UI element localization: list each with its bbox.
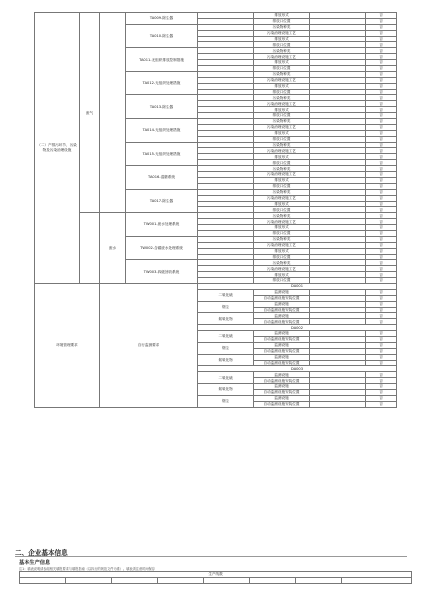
row-label: 排放口位置 (254, 160, 310, 166)
value-cell: 否 (366, 183, 397, 189)
row-label: 污染治理设施工艺 (254, 77, 310, 83)
value-cell: 否 (366, 242, 397, 248)
value-cell: 否 (366, 230, 397, 236)
value-cell: 否 (366, 130, 397, 136)
value-cell: 否 (366, 307, 397, 313)
row-label: 污染治理设施工艺 (254, 172, 310, 178)
row-label: 污染物种类 (254, 24, 310, 30)
pollution-source-table (34, 12, 397, 408)
pollutant-name: 氮氧化物 (198, 313, 254, 325)
value-cell: 否 (366, 260, 397, 266)
table-cell (310, 401, 366, 407)
row-label: 自动监测设施安装位置 (254, 295, 310, 301)
row-label: 污染物种类 (254, 166, 310, 172)
row-label: 排放口位置 (254, 66, 310, 72)
row-label: 自动监测设施安装位置 (254, 378, 310, 384)
row-label: 自动监测设施安装位置 (254, 319, 310, 325)
value-cell: 否 (366, 101, 397, 107)
row-label: 排放形式 (254, 225, 310, 231)
value-cell: 否 (366, 36, 397, 42)
row-label: 自动监测设施安装位置 (254, 336, 310, 342)
row-label: 排放口位置 (254, 89, 310, 95)
value-cell: 否 (366, 236, 397, 242)
row-label: 排放形式 (254, 177, 310, 183)
row-label: 监测设施 (254, 395, 310, 401)
value-cell: 否 (366, 89, 397, 95)
facility-name: TA013-除尘器 (126, 95, 198, 119)
value-cell: 否 (366, 18, 397, 24)
env-management-label: 环境管理要求 (35, 283, 100, 407)
value-cell: 否 (366, 201, 397, 207)
row-label: 监测设施 (254, 331, 310, 337)
row-label: 排放口位置 (254, 254, 310, 260)
row-label: 排放口位置 (254, 18, 310, 24)
facility-name: TA012-无组织处理措施 (126, 71, 198, 95)
row-label: 排放形式 (254, 107, 310, 113)
row-label: 监测设施 (254, 301, 310, 307)
value-cell: 否 (366, 189, 397, 195)
gas-label: 废气 (80, 13, 100, 213)
row-label: 自动监测设施安装位置 (254, 390, 310, 396)
outlet-id: DA002 (198, 325, 397, 331)
value-cell: 否 (366, 83, 397, 89)
value-cell: 否 (366, 213, 397, 219)
value-cell: 否 (366, 248, 397, 254)
value-cell: 否 (366, 119, 397, 125)
pollutant-name: 烟尘 (198, 342, 254, 354)
value-cell: 否 (366, 295, 397, 301)
water-label: 废水 (100, 213, 126, 284)
value-cell: 否 (366, 24, 397, 30)
facility-name: TA017-除尘器 (126, 189, 198, 213)
value-cell: 否 (366, 395, 397, 401)
row-label: 污染物种类 (254, 48, 310, 54)
row-label: 监测设施 (254, 289, 310, 295)
value-cell: 否 (366, 66, 397, 72)
value-cell: 否 (366, 154, 397, 160)
row-label: 监测设施 (254, 354, 310, 360)
value-cell: 否 (366, 319, 397, 325)
row-label: 排放形式 (254, 154, 310, 160)
row-label: 排放形式 (254, 130, 310, 136)
value-cell: 否 (366, 384, 397, 390)
pollutant-name: 二氧化硫 (198, 372, 254, 384)
value-cell: 否 (366, 272, 397, 278)
row-label: 污染治理设施工艺 (254, 30, 310, 36)
facility-name: TA016-湿磨系统 (126, 166, 198, 190)
value-cell: 否 (366, 378, 397, 384)
row-label: 排放形式 (254, 83, 310, 89)
value-cell: 否 (366, 124, 397, 130)
production-header: 生产线数 (20, 572, 412, 578)
value-cell: 否 (366, 172, 397, 178)
row-label: 排放形式 (254, 36, 310, 42)
value-cell: 否 (366, 331, 397, 337)
facility-name: TA011-无组织排放控制措施 (126, 48, 198, 72)
row-label: 污染治理设施工艺 (254, 219, 310, 225)
facility-name: TW003-四级回收系统 (126, 260, 198, 284)
value-cell: 否 (366, 142, 397, 148)
value-cell: 否 (366, 113, 397, 119)
row-label: 排放形式 (254, 272, 310, 278)
value-cell: 否 (366, 30, 397, 36)
row-label: 监测设施 (254, 313, 310, 319)
section-2-title: 二、企业基本信息 (15, 549, 68, 557)
section-divider (15, 556, 407, 557)
value-cell: 否 (366, 160, 397, 166)
facility-name: TW002-含碳废水处理系统 (126, 236, 198, 260)
table-cell (80, 213, 100, 284)
row-label: 排放口位置 (254, 42, 310, 48)
pollutant-name: 烟尘 (198, 395, 254, 407)
facility-name: TA014-无组织处理措施 (126, 119, 198, 143)
facility-name: TW001-废水处理系统 (126, 213, 198, 237)
value-cell: 否 (366, 219, 397, 225)
value-cell: 否 (366, 372, 397, 378)
row-label: 污染治理设施工艺 (254, 266, 310, 272)
row-label: 排放口位置 (254, 113, 310, 119)
row-label: 污染物种类 (254, 142, 310, 148)
value-cell: 否 (366, 166, 397, 172)
facility-name: TA015-无组织处理措施 (126, 142, 198, 166)
value-cell: 否 (366, 254, 397, 260)
row-label: 污染物种类 (254, 119, 310, 125)
category-label: （二）产排污环节、污染物及污染治理设施 (35, 13, 80, 284)
value-cell: 否 (366, 225, 397, 231)
pollutant-name: 二氧化硫 (198, 331, 254, 343)
value-cell: 否 (366, 289, 397, 295)
value-cell: 否 (366, 177, 397, 183)
value-cell: 否 (366, 336, 397, 342)
row-label: 污染治理设施工艺 (254, 101, 310, 107)
value-cell: 否 (366, 136, 397, 142)
value-cell: 否 (366, 95, 397, 101)
value-cell: 否 (366, 266, 397, 272)
value-cell: 否 (366, 107, 397, 113)
pollutant-name: 氮氧化物 (198, 384, 254, 396)
value-cell: 否 (366, 342, 397, 348)
outlet-id: DA003 (198, 366, 397, 372)
pollutant-name: 烟尘 (198, 301, 254, 313)
value-cell: 否 (366, 313, 397, 319)
facility-name: TA010-除尘器 (126, 24, 198, 48)
row-label: 自动监测设施安装位置 (254, 401, 310, 407)
row-label: 自动监测设施安装位置 (254, 348, 310, 354)
row-label: 排放形式 (254, 60, 310, 66)
value-cell: 否 (366, 54, 397, 60)
row-label: 污染物种类 (254, 189, 310, 195)
row-label: 污染治理设施工艺 (254, 195, 310, 201)
row-label: 污染物种类 (254, 213, 310, 219)
row-label: 监测设施 (254, 342, 310, 348)
facility-name: TA009-除尘器 (126, 13, 198, 25)
row-label: 污染物种类 (254, 236, 310, 242)
value-cell: 否 (366, 354, 397, 360)
row-label: 污染物种类 (254, 95, 310, 101)
pollutant-name: 二氧化硫 (198, 289, 254, 301)
row-label: 污染治理设施工艺 (254, 124, 310, 130)
value-cell: 否 (366, 13, 397, 19)
basic-info-title: 基本生产信息 (19, 560, 51, 566)
row-label: 污染治理设施工艺 (254, 148, 310, 154)
table-cell (100, 13, 126, 213)
value-cell: 否 (366, 301, 397, 307)
value-cell: 否 (366, 48, 397, 54)
value-cell: 否 (366, 42, 397, 48)
basic-info-note: 注1：填表说明请参阅相关填报要求与填报指南（以执行的规范文件为准）。填表须注意时间保存 (19, 566, 155, 571)
row-label: 排放口位置 (254, 183, 310, 189)
pollutant-name: 氮氧化物 (198, 354, 254, 366)
production-info-table (19, 571, 412, 584)
value-cell: 否 (366, 207, 397, 213)
value-cell: 否 (366, 390, 397, 396)
row-label: 污染物种类 (254, 71, 310, 77)
value-cell: 否 (366, 60, 397, 66)
row-label: 污染治理设施工艺 (254, 54, 310, 60)
value-cell: 否 (366, 401, 397, 407)
self-monitoring-label: 自行监测要求 (100, 283, 198, 407)
outlet-id: DA001 (198, 283, 397, 289)
value-cell: 否 (366, 195, 397, 201)
row-label: 排放口位置 (254, 230, 310, 236)
value-cell: 否 (366, 348, 397, 354)
row-label: 自动监测设施安装位置 (254, 360, 310, 366)
value-cell: 否 (366, 77, 397, 83)
row-label: 排放口位置 (254, 207, 310, 213)
value-cell: 否 (366, 360, 397, 366)
row-label: 排放口位置 (254, 136, 310, 142)
row-label: 排放形式 (254, 201, 310, 207)
row-label: 自动监测设施安装位置 (254, 307, 310, 313)
value-cell: 否 (366, 148, 397, 154)
value-cell: 否 (366, 71, 397, 77)
row-label: 监测设施 (254, 372, 310, 378)
row-label: 排放形式 (254, 248, 310, 254)
row-label: 排放口位置 (254, 278, 310, 284)
row-label: 监测设施 (254, 384, 310, 390)
row-label: 污染治理设施工艺 (254, 242, 310, 248)
value-cell: 否 (366, 278, 397, 284)
row-label: 污染物种类 (254, 260, 310, 266)
row-label: 排放形式 (254, 13, 310, 19)
